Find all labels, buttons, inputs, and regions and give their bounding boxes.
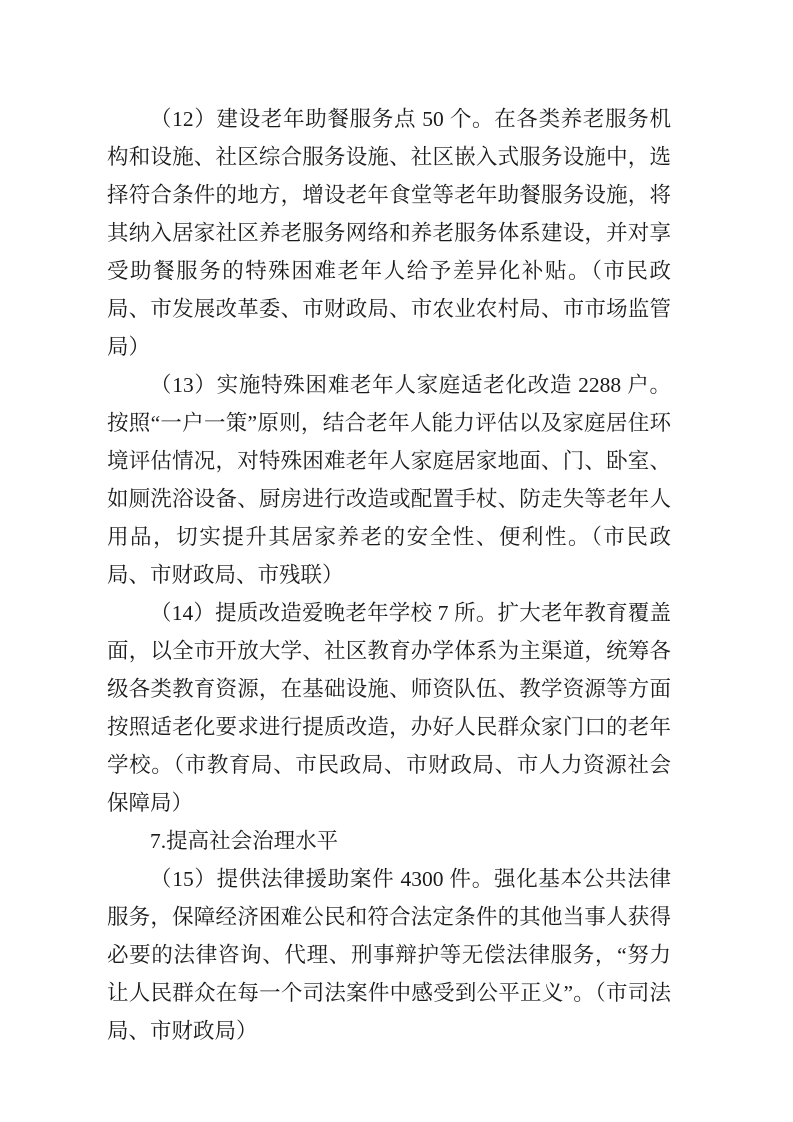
paragraph-item-15: （15）提供法律援助案件 4300 件。强化基本公共法律服务，保障经济困难公民和符合法定条件的其他当事人获得必要的法律咨询、代理、刑事辩护等无偿法律服务，“努力让人民群众在每一个司法案件中感受到公平正义”。（市司法局、市财政局） [107, 867, 671, 1043]
paragraph-item-12: （12）建设老年助餐服务点 50 个。在各类养老服务机构和设施、社区综合服务设施、社区嵌入式服务设施中，选择符合条件的地方，增设老年食堂等老年助餐服务设施，将其纳入居家社区养老服务网络和养老服务体系建设，并对享受助餐服务的特殊困难老年人给予差异化补贴。（市民政局、市发展改革委、市财政局、市农业农村局、市市场监管局） [107, 107, 671, 359]
document-text-block [107, 100, 671, 1050]
paragraph-item-13: （13）实施特殊困难老年人家庭适老化改造 2288 户。按照“一户一策”原则，结合老年人能力评估以及家庭居住环境评估情况，对特殊困难老年人家庭居家地面、门、卧室、如厕洗浴设备、厨房进行改造或配置手杖、防走失等老年人用品，切实提升其居家养老的安全性、便利性。（市民政局、市财政局、市残联） [107, 373, 671, 587]
section-heading-7: 7.提高社会治理水平 [150, 829, 339, 853]
paragraph-item-14: （14）提质改造爱晚老年学校 7 所。扩大老年教育覆盖面，以全市开放大学、社区教育办学体系为主渠道，统筹各级各类教育资源，在基础设施、师资队伍、教学资源等方面按照适老化要求进行提质改造，办好人民群众家门口的老年学校。（市教育局、市民政局、市财政局、市人力资源社会保障局） [107, 601, 671, 815]
